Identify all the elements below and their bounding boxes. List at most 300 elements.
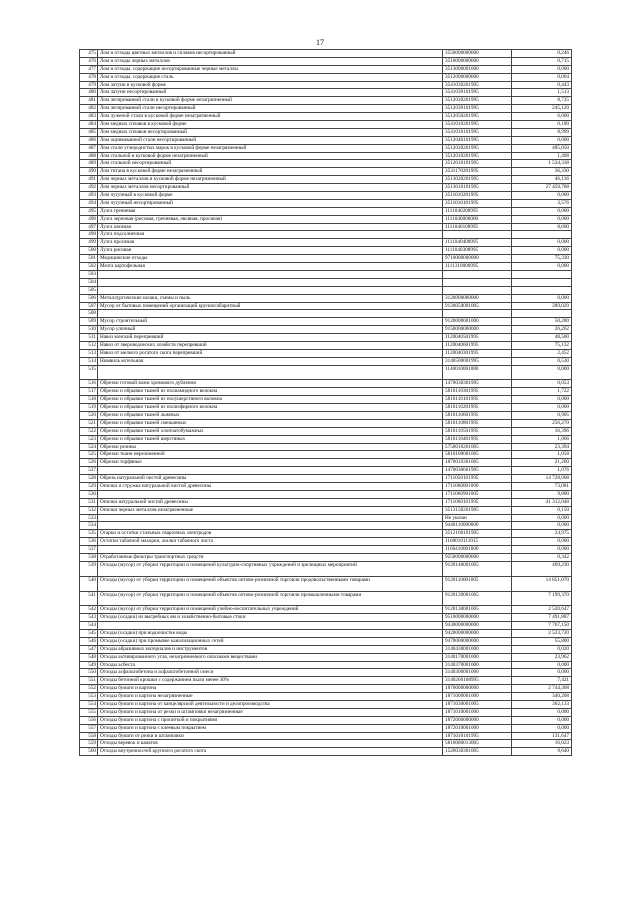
waste-name: Лом и отходы черных металлов — [98, 57, 443, 65]
waste-name: Отходы (осадки) при водоочистке воды — [98, 629, 443, 637]
table-row — [80, 152, 572, 160]
waste-code: 5810080013005 — [443, 740, 512, 748]
table-row — [80, 546, 572, 554]
waste-name: Лом стальной в кусковой форме незагрязненный — [98, 152, 443, 160]
waste-amount: 0,715 — [512, 57, 572, 65]
waste-name: Лом и отходы, содержащие сталь — [98, 73, 443, 81]
row-number: 549 — [80, 661, 98, 669]
table-row — [80, 708, 572, 716]
waste-code: 1711050101995 — [443, 475, 512, 483]
waste-amount: 23,962 — [512, 653, 572, 661]
table-row — [80, 302, 572, 310]
table-row — [80, 404, 572, 412]
waste-amount: 131,647 — [512, 732, 572, 740]
row-number: 485 — [80, 128, 98, 136]
row-number: 524 — [80, 443, 98, 451]
waste-amount: 0,000 — [512, 365, 572, 380]
waste-name — [98, 310, 443, 318]
waste-code: 1140010001000 — [443, 365, 512, 380]
waste-code: 3512160101995 — [443, 530, 512, 538]
waste-code: 3512010101995 — [443, 160, 512, 168]
waste-code: 1871000001000 — [443, 693, 512, 701]
table-row — [80, 693, 572, 701]
row-number: 501 — [80, 255, 98, 263]
waste-amount: 0,000 — [512, 239, 572, 247]
table-row — [80, 341, 572, 349]
waste-name: Отходы внутренностей крупного рогатого скота — [98, 748, 443, 756]
row-number: 533 — [80, 514, 98, 522]
waste-code: 3541030101995 — [443, 89, 512, 97]
waste-amount: 16,396 — [512, 427, 572, 435]
row-number: 535 — [80, 530, 98, 538]
waste-amount: 0,000 — [512, 538, 572, 546]
waste-name: Медицинские отходы — [98, 255, 443, 263]
waste-name: Отходы бетонной крошки с содержанием пыли менее 30% — [98, 677, 443, 685]
waste-amount: 26,262 — [512, 326, 572, 334]
waste-code: 1111040408995 — [443, 239, 512, 247]
row-number: 500 — [80, 247, 98, 255]
waste-name: Отработанные фильтры транспортных средств — [98, 554, 443, 562]
waste-name: Лом легированной стали несортированный — [98, 105, 443, 113]
row-number: 547 — [80, 645, 98, 653]
waste-amount: 0,000 — [512, 514, 572, 522]
row-number: 509 — [80, 318, 98, 326]
waste-name: Опилки и стружка натуральной чистой древесины — [98, 483, 443, 491]
row-number: 545 — [80, 629, 98, 637]
waste-name: Лузга зерновая (рисовая, гречневая, овсяная, просяная) — [98, 215, 443, 223]
waste-code: 3120000000000 — [443, 294, 512, 302]
waste-code: Не указан — [443, 514, 512, 522]
row-number: 539 — [80, 561, 98, 576]
waste-code: 1470030301995 — [443, 380, 512, 388]
table-row — [80, 270, 572, 278]
waste-code — [443, 270, 512, 278]
waste-amount: 7 767,150 — [512, 622, 572, 630]
waste-code: 3511010101995 — [443, 199, 512, 207]
waste-amount: 1,076 — [512, 467, 572, 475]
row-number: 523 — [80, 435, 98, 443]
waste-amount — [512, 286, 572, 294]
row-number: 514 — [80, 357, 98, 365]
row-number: 560 — [80, 748, 98, 756]
waste-code: 1120040601995 — [443, 341, 512, 349]
waste-name: Отходы асфальтобетона и асфальтобетонной смеси — [98, 669, 443, 677]
table-row — [80, 427, 572, 435]
table-row — [80, 318, 572, 326]
row-number: 497 — [80, 223, 98, 231]
page-number: 17 — [316, 38, 324, 47]
table-row — [80, 294, 572, 302]
table-row — [80, 144, 572, 152]
waste-name: Лом латуни в кусковой форме — [98, 81, 443, 89]
waste-name: Отходы (осадки) из выгребных ям и хозяйственно-бытовые стоки — [98, 614, 443, 622]
row-number: 531 — [80, 498, 98, 506]
waste-amount — [512, 270, 572, 278]
waste-code: 5810110401995 — [443, 435, 512, 443]
waste-code: 5810110201995 — [443, 404, 512, 412]
waste-name: Обрезь натуральной чистой древесины — [98, 475, 443, 483]
waste-amount: 0,000 — [512, 192, 572, 200]
waste-name: Мусор строительный — [98, 318, 443, 326]
waste-name: Отходы (мусор) от уборки территории и помещений объектов оптово-розничной торговли промышленными товарами — [98, 591, 443, 606]
waste-code: 3140500001995 — [443, 357, 512, 365]
row-number: 557 — [80, 724, 98, 732]
waste-name: Навоз от мелкого рогатого скота перепревший — [98, 349, 443, 357]
waste-name: Обрезки и обрывки тканей хлопчатобумажных — [98, 427, 443, 435]
waste-name: Лузга просяная — [98, 239, 443, 247]
waste-code: 1711060901005 — [443, 490, 512, 498]
waste-code: 3140370001000 — [443, 661, 512, 669]
waste-code: 1470030601995 — [443, 467, 512, 475]
row-number: 494 — [80, 199, 98, 207]
table-row — [80, 661, 572, 669]
table-row — [80, 740, 572, 748]
waste-name: Обрезки готовой кожи хромового дубления — [98, 380, 443, 388]
waste-code: 1872010001000 — [443, 724, 512, 732]
table-row — [80, 451, 572, 459]
row-number: 504 — [80, 278, 98, 286]
waste-code: 9420000000000 — [443, 629, 512, 637]
row-number: 544 — [80, 622, 98, 630]
waste-name: Нимвиль котельная — [98, 357, 443, 365]
waste-code: 3140430001000 — [443, 645, 512, 653]
waste-amount: 0,000 — [512, 708, 572, 716]
waste-amount: 0,000 — [512, 263, 572, 271]
waste-code — [443, 231, 512, 239]
waste-name — [98, 490, 443, 498]
waste-name: Лом и отходы цветных металлов и сплавов несортированный — [98, 50, 443, 58]
table-row — [80, 357, 572, 365]
row-number: 516 — [80, 380, 98, 388]
table-row — [80, 278, 572, 286]
waste-name — [98, 467, 443, 475]
row-number: 522 — [80, 427, 98, 435]
waste-amount: 2,452 — [512, 349, 572, 357]
waste-code: 1871030001005 — [443, 700, 512, 708]
waste-name: Отходы бумаги и картона от канцелярской деятельности и делопроизводства — [98, 700, 443, 708]
waste-code: 3512020201995 — [443, 144, 512, 152]
waste-name: Отходы бумаги от резки и штамповки — [98, 732, 443, 740]
waste-code: 3512020201995 — [443, 97, 512, 105]
row-number: 481 — [80, 97, 98, 105]
waste-amount: 0,000 — [512, 136, 572, 144]
waste-code: 9250000000000 — [443, 554, 512, 562]
row-number: 493 — [80, 192, 98, 200]
row-number: 507 — [80, 302, 98, 310]
table-row — [80, 334, 572, 342]
waste-amount: 0,000 — [512, 294, 572, 302]
waste-amount: 0,443 — [512, 81, 572, 89]
waste-name — [98, 546, 443, 554]
waste-code: 3140260108995 — [443, 677, 512, 685]
waste-code: 3511010201995 — [443, 192, 512, 200]
waste-name: Лом чугунный несортированный — [98, 199, 443, 207]
waste-code — [443, 286, 512, 294]
waste-amount — [512, 231, 572, 239]
row-number: 529 — [80, 483, 98, 491]
waste-code: 1111040008000 — [443, 215, 512, 223]
waste-code: 3510000000000 — [443, 57, 512, 65]
waste-code: 3140300001000 — [443, 669, 512, 677]
waste-amount: 7 491,887 — [512, 614, 572, 622]
table-row — [80, 199, 572, 207]
table-row — [80, 396, 572, 404]
table-row — [80, 490, 572, 498]
row-number: 528 — [80, 475, 98, 483]
row-number: 518 — [80, 396, 98, 404]
row-number: 538 — [80, 554, 98, 562]
waste-amount: 0,000 — [512, 247, 572, 255]
waste-amount: 0,000 — [512, 724, 572, 732]
waste-code: 1111040308995 — [443, 247, 512, 255]
table-row — [80, 231, 572, 239]
waste-amount: 3,576 — [512, 199, 572, 207]
waste-amount: 75,132 — [512, 341, 572, 349]
waste-name: Лузга подсолнечная — [98, 231, 443, 239]
table-row — [80, 388, 572, 396]
waste-code: 3541010101995 — [443, 128, 512, 136]
row-number: 484 — [80, 121, 98, 129]
waste-name: Отходы (мусор) от уборки территории и помещений объектов оптово-розничной торговли продовольственными товарами — [98, 576, 443, 591]
waste-name: Обрезки ткани нерезиненной — [98, 451, 443, 459]
waste-name: Лом чугунный в кусковой форме — [98, 192, 443, 200]
waste-amount: 340,208 — [512, 693, 572, 701]
table-row — [80, 561, 572, 576]
row-number: 553 — [80, 693, 98, 701]
waste-name: Лузга гречневая — [98, 207, 443, 215]
table-row — [80, 645, 572, 653]
waste-name: Обрезки и обрывки тканей смешанных — [98, 419, 443, 427]
waste-name: Лом титана в кусковой форме незагрязненный — [98, 168, 443, 176]
waste-name: Остатки табачной махорки, жилки табачного листа — [98, 538, 443, 546]
waste-code: 3513150201995 — [443, 506, 512, 514]
waste-amount: 245,120 — [512, 105, 572, 113]
row-number: 552 — [80, 685, 98, 693]
waste-amount: 1,498 — [512, 152, 572, 160]
waste-amount: 0,246 — [512, 50, 572, 58]
table-row — [80, 606, 572, 614]
row-number: 508 — [80, 310, 98, 318]
row-number: 555 — [80, 708, 98, 716]
row-number: 554 — [80, 700, 98, 708]
waste-code: 9120000001000 — [443, 318, 512, 326]
waste-amount: 0,000 — [512, 546, 572, 554]
row-number: 542 — [80, 606, 98, 614]
waste-amount: 2 520,647 — [512, 606, 572, 614]
table-row — [80, 716, 572, 724]
table-row — [80, 614, 572, 622]
row-number: 490 — [80, 168, 98, 176]
waste-code: 9430000000000 — [443, 622, 512, 630]
waste-classifier-table — [79, 49, 572, 756]
row-number: 546 — [80, 637, 98, 645]
waste-amount: 8,735 — [512, 97, 572, 105]
row-number: 499 — [80, 239, 98, 247]
table-row — [80, 380, 572, 388]
waste-code: 3513010101995 — [443, 184, 512, 192]
table-row — [80, 121, 572, 129]
waste-name: Отходы (мусор) от уборки территории и помещений учебно-воспитательных учреждений — [98, 606, 443, 614]
row-number: 550 — [80, 669, 98, 677]
waste-amount: 0,342 — [512, 554, 572, 562]
waste-name: Обрезки и обрывки тканей из полушерстяного волокна — [98, 396, 443, 404]
waste-code: 5810110801995 — [443, 419, 512, 427]
row-number: 505 — [80, 286, 98, 294]
waste-code: 9150000000000 — [443, 326, 512, 334]
waste-code: 9510000000000 — [443, 614, 512, 622]
waste-amount: 14 728,008 — [512, 475, 572, 483]
row-number: 525 — [80, 451, 98, 459]
waste-code — [443, 310, 512, 318]
waste-amount: 55,800 — [512, 637, 572, 645]
waste-code: 1870000000000 — [443, 685, 512, 693]
waste-name: Опилки натуральной чистой древесины — [98, 498, 443, 506]
waste-name: Лом черных металлов несортированный — [98, 184, 443, 192]
waste-amount: 27 459,788 — [512, 184, 572, 192]
waste-code: 3512010201995 — [443, 152, 512, 160]
waste-code: 3512040101995 — [443, 136, 512, 144]
waste-amount: 6,000 — [512, 113, 572, 121]
waste-name: Лом и отходы, содержащие несортированные черные металлы — [98, 65, 443, 73]
table-row — [80, 184, 572, 192]
waste-amount: 41 312,048 — [512, 498, 572, 506]
waste-code: 1711060101995 — [443, 498, 512, 506]
table-row — [80, 522, 572, 530]
row-number: 515 — [80, 365, 98, 380]
waste-code: 5810110601995 — [443, 411, 512, 419]
row-number: 556 — [80, 716, 98, 724]
waste-name: Обрезки и обрывки тканей шерстяных — [98, 435, 443, 443]
waste-name — [98, 514, 443, 522]
waste-code: 9120110001005 — [443, 576, 512, 591]
waste-name: Металлургические шлаки, съемы и пыль — [98, 294, 443, 302]
waste-code: 9440110000000 — [443, 522, 512, 530]
waste-name — [98, 522, 443, 530]
waste-amount: 48,500 — [512, 334, 572, 342]
waste-amount: 2 744,368 — [512, 685, 572, 693]
table-row — [80, 443, 572, 451]
waste-name: Навоз от звероводческих хозяйств перепревший — [98, 341, 443, 349]
row-number: 488 — [80, 152, 98, 160]
waste-code: 3513020201995 — [443, 176, 512, 184]
waste-name: Лом луженой стали в кусковой форме незагрязненный — [98, 113, 443, 121]
table-row — [80, 349, 572, 357]
waste-name: Мусор от бытовых помещений организаций крупногабаритный — [98, 302, 443, 310]
waste-code: 3550000000000 — [443, 50, 512, 58]
waste-name: Отходы бумаги и картона незагрязненные — [98, 693, 443, 701]
waste-code: 5810110501995 — [443, 427, 512, 435]
table-row — [80, 160, 572, 168]
waste-code: 1160410001000 — [443, 546, 512, 554]
table-row — [80, 192, 572, 200]
table-row — [80, 576, 572, 591]
row-number: 517 — [80, 388, 98, 396]
waste-code: 1711060001000 — [443, 483, 512, 491]
table-row — [80, 724, 572, 732]
waste-amount: 8,999 — [512, 128, 572, 136]
waste-name: Лом оцинкованной стали несортированный — [98, 136, 443, 144]
table-row — [80, 365, 572, 380]
waste-amount: 0,020 — [512, 645, 572, 653]
waste-amount — [512, 310, 572, 318]
waste-name: Обрезки и обрывки тканей из полиамидного волокна — [98, 388, 443, 396]
waste-code: 3541010201995 — [443, 121, 512, 129]
row-number: 483 — [80, 113, 98, 121]
waste-name: Лом медных сплавов в кусковой форме — [98, 121, 443, 129]
row-number: 510 — [80, 326, 98, 334]
waste-amount: 1,513 — [512, 89, 572, 97]
table-row — [80, 467, 572, 475]
waste-amount: 0,150 — [512, 506, 572, 514]
row-number: 482 — [80, 105, 98, 113]
table-row — [80, 168, 572, 176]
waste-amount: 1 534,338 — [512, 160, 572, 168]
waste-amount: 1,066 — [512, 435, 572, 443]
table-row — [80, 637, 572, 645]
row-number: 534 — [80, 522, 98, 530]
waste-amount: 9,640 — [512, 748, 572, 756]
waste-name: Обрезки и обрывки тканей из полиэфирного волокна — [98, 404, 443, 412]
waste-code: 1160010111015 — [443, 538, 512, 546]
waste-amount: 7 199,370 — [512, 591, 572, 606]
row-number: 506 — [80, 294, 98, 302]
table-row — [80, 483, 572, 491]
row-number: 532 — [80, 506, 98, 514]
row-number: 543 — [80, 614, 98, 622]
waste-code: 5810100001005 — [443, 451, 512, 459]
waste-name: Навоз конский перепревший — [98, 334, 443, 342]
row-number: 519 — [80, 404, 98, 412]
waste-amount: 7,421 — [512, 677, 572, 685]
waste-amount: 0,180 — [512, 121, 572, 129]
waste-code: 1120040501995 — [443, 334, 512, 342]
waste-amount: 485,050 — [512, 144, 572, 152]
waste-amount: 46,136 — [512, 176, 572, 184]
table-row — [80, 136, 572, 144]
waste-amount: 0,000 — [512, 215, 572, 223]
waste-name: Отходы бумаги и картона — [98, 685, 443, 693]
table-row — [80, 629, 572, 637]
waste-amount: 362,133 — [512, 700, 572, 708]
row-number: 540 — [80, 576, 98, 591]
table-row — [80, 50, 572, 58]
table-row — [80, 105, 572, 113]
waste-code: 5750010201005 — [443, 443, 512, 451]
row-number: 478 — [80, 73, 98, 81]
waste-name: Лом стальной несортированный — [98, 160, 443, 168]
waste-code: 3541030201995 — [443, 81, 512, 89]
table-row — [80, 748, 572, 756]
row-number: 489 — [80, 160, 98, 168]
waste-code: 3140170001000 — [443, 653, 512, 661]
waste-code: 1870010301005 — [443, 459, 512, 467]
waste-name: Отходы абразивных материалов и инструментов — [98, 645, 443, 653]
table-row — [80, 459, 572, 467]
waste-name: Опилки черных металлов незагрязненные — [98, 506, 443, 514]
row-number: 537 — [80, 546, 98, 554]
row-number: 487 — [80, 144, 98, 152]
table-row — [80, 113, 572, 121]
waste-code: 1111040208995 — [443, 207, 512, 215]
waste-name: Лом черных металлов в кусковой форме незагрязненный — [98, 176, 443, 184]
table-row — [80, 669, 572, 677]
row-number: 511 — [80, 334, 98, 342]
waste-code: 1871010101995 — [443, 732, 512, 740]
waste-name — [98, 622, 443, 630]
waste-name: Лом латуни несортированный — [98, 89, 443, 97]
waste-name: Обрезки резины — [98, 443, 443, 451]
row-number: 526 — [80, 459, 98, 467]
